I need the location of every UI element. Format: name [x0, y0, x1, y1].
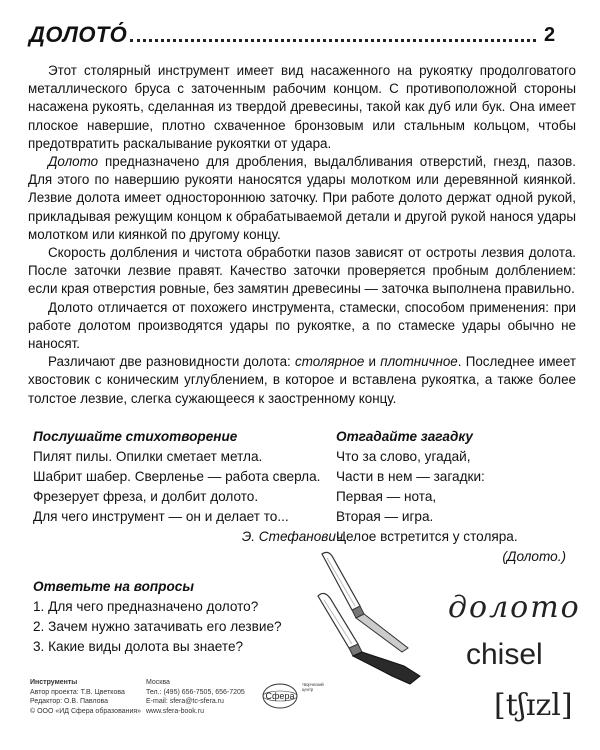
- footer-line: E-mail: sfera@tc-sfera.ru: [146, 698, 224, 705]
- page-title: ДОЛОТО́: [29, 22, 128, 47]
- riddle-line: Целое встретится у столяра.: [336, 529, 518, 544]
- question-item: 3. Какие виды долота вы знаете?: [33, 639, 244, 654]
- footer-line: Автор проекта: Т.В. Цветкова: [30, 688, 125, 696]
- chisel-illustration: [300, 548, 460, 688]
- questions-block: [33, 577, 323, 657]
- paragraph: Этот столярный инструмент имеет вид насаженного на рукоятку продолговатого металлического бруса с заточенным рабочим концом. С противоположной стороны насажена рукоять, сделанная из твердой древесины, такой как дуб или бук. Она имеет плоское навершие, плотно схваченное бронзовым или стальным кольцом, чтобы предотвратить раскалывание рукоятки от удара.: [28, 63, 576, 151]
- page-number: 2: [544, 24, 556, 46]
- riddle-line: Что за слово, угадай,: [336, 449, 471, 464]
- paragraph: Долото предназначено для дробления, выдалбливания отверстий, гнезд, пазов. Для этого по навершию рукояти наносятся удары молотком или деревянной киянкой. Лезвие долота имеет одностороннюю заточку. При работе долото держат одной рукой, прикладывая режущим концом к обрабатываемой детали и другой рукой нанося удары молотком или киянкой по другому концу.: [28, 154, 576, 242]
- riddle-heading: Отгадайте загадку: [336, 429, 473, 444]
- paragraph: Долото отличается от похожего инструмента, стамески, способом применения: при работе долотом производятся удары по рукоятке, а по стамеске удары обычно не наносят.: [28, 299, 576, 352]
- poem-line: Пилят пилы. Опилки сметает метла.: [33, 449, 263, 464]
- riddle-block: [336, 427, 566, 567]
- footer-line: © ООО «ИД Сфера образования»: [30, 707, 142, 715]
- footer-credits: [30, 678, 140, 716]
- riddle-answer: (Долото.): [502, 549, 566, 564]
- publisher-tagline: творческий центр: [302, 682, 324, 692]
- word-transcription: [tʃɪzl]: [494, 688, 573, 723]
- footer-line: Тел.: (495) 656-7505, 656-7205: [146, 688, 245, 696]
- footer-line: Москва: [146, 679, 170, 686]
- large-chisel: [318, 593, 420, 684]
- footer-contacts: [146, 678, 266, 716]
- article-body: [28, 62, 576, 408]
- poem-heading: Послушайте стихотворение: [33, 429, 238, 444]
- footer-series-title: Инструменты: [30, 679, 78, 686]
- question-item: 2. Зачем нужно затачивать его лезвие?: [33, 619, 282, 634]
- poem-line: Фрезерует фреза, и долбит долото.: [33, 489, 259, 504]
- publisher-logo-text: Сфера: [265, 691, 295, 701]
- riddle-line: Части в нем — загадки:: [336, 469, 485, 484]
- footer-line: www.sfera-book.ru: [146, 707, 204, 715]
- poem-line: Шабрит шабер. Сверленье — работа сверла.: [33, 469, 321, 484]
- small-chisel: [322, 552, 408, 652]
- questions-heading: Ответьте на вопросы: [33, 579, 194, 594]
- question-item: 1. Для чего предназначено долото?: [33, 599, 259, 614]
- riddle-line: Вторая — игра.: [336, 509, 434, 524]
- poem-block: [33, 427, 363, 547]
- paragraph: Различают две разновидности долота: столярное и плотничное. Последнее имеет хвостовик с коническим углублением, в которое и вставлена рукоятка, а также более толстое лезвие, слегка сужающееся к заостренному концу.: [28, 354, 577, 406]
- poem-author: Э. Стефанович: [241, 529, 343, 544]
- riddle-line: Первая — нота,: [336, 489, 437, 504]
- footer-line: Редактор: О.В. Павлова: [30, 698, 109, 705]
- word-russian: долото: [448, 590, 581, 625]
- title-dot-leader: [130, 39, 536, 42]
- paragraph: Скорость долбления и чистота обработки пазов зависят от остроты лезвия долота. После заточки лезвие правят. Качество заточки проверяется пробным долблением: если края отверстия ровные, без замятин древесины — заточка выполнена правильно.: [28, 245, 576, 297]
- poem-line: Для чего инструмент — он и делает то...: [33, 509, 289, 524]
- word-english: chisel: [466, 638, 543, 671]
